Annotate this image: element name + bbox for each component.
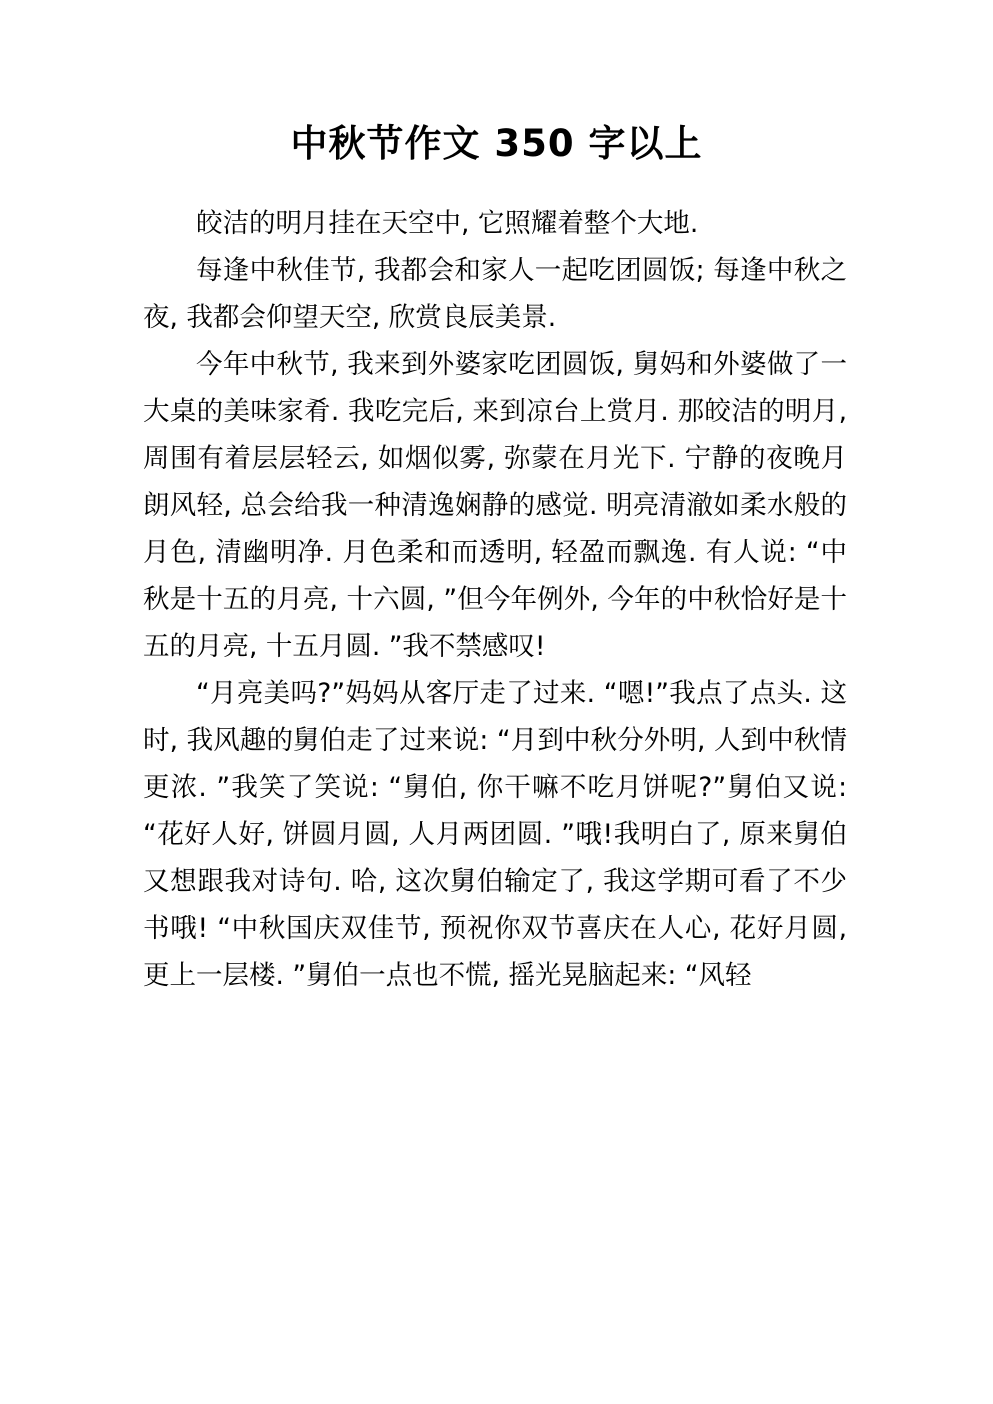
paragraph: 皎洁的明月挂在天空中, 它照耀着整个大地. <box>196 208 699 240</box>
document-body <box>0 166 993 999</box>
paragraph: “月亮美吗?”妈妈从客厅走了过来. “嗯!”我点了点头. 这时, 我风趣的舅伯走了过来说: “月到中秋分外明, 人到中秋情更浓. ”我笑了笑说: “舅伯, 你干嘛不吃月饼呢?”舅伯又说: “花好人好, 饼圆月圆, 人月两团圆. ”哦!我明白了, 原来舅伯又想跟我对诗句. 哈, 这次舅伯输定了, 我这学期可看了不少书哦! “中秋国庆双佳节, 预祝你双节喜庆在人心, 花好月圆, 更上一层楼. ”舅伯一点也不慌, 摇光晃脑起来: “风轻 <box>143 678 847 992</box>
page-title: 中秋节作文 350 字以上 <box>290 122 703 165</box>
paragraph: 每逢中秋佳节, 我都会和家人一起吃团圆饭; 每逢中秋之夜, 我都会仰望天空, 欣赏良辰美景. <box>143 255 847 334</box>
paragraph: 今年中秋节, 我来到外婆家吃团圆饭, 舅妈和外婆做了一大桌的美味家肴. 我吃完后, 来到凉台上赏月. 那皎洁的明月, 周围有着层层轻云, 如烟似雾, 弥蒙在月光下. 宁静的夜晚月朗风轻, 总会给我一种清逸娴静的感觉. 明亮清澈如柔水般的月色, 清幽明净. 月色柔和而透明, 轻盈而飘逸. 有人说: “中秋是十五的月亮, 十六圆, ”但今年例外, 今年的中秋恰好是十五的月亮, 十五月圆. ”我不禁感叹! <box>143 349 847 663</box>
